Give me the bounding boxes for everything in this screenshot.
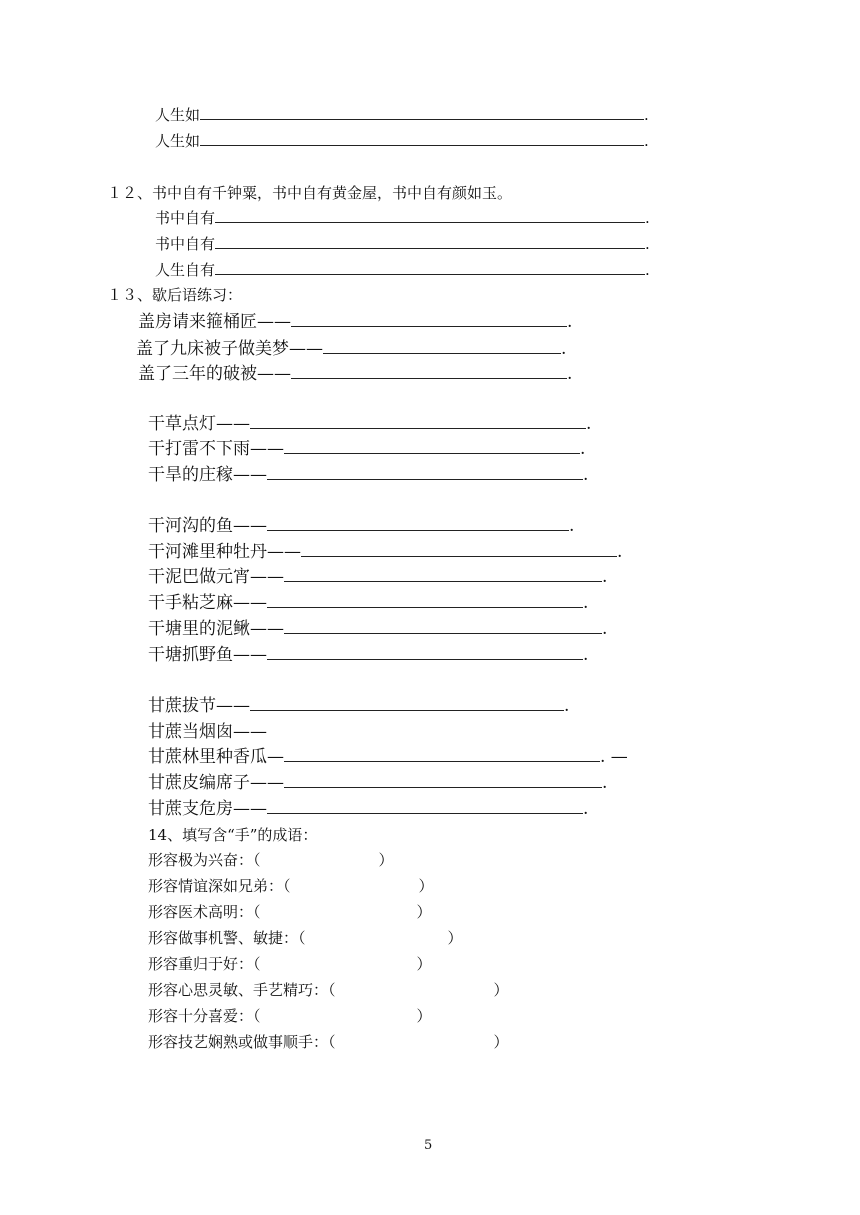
line-prefix: 人生如 bbox=[155, 106, 201, 124]
close-paren: ） bbox=[493, 981, 509, 999]
xiehouyu-prefix: 甘蔗支危房—— bbox=[148, 799, 267, 819]
line-end: . — bbox=[600, 747, 628, 767]
xiehouyu-item bbox=[148, 569, 607, 586]
answer-blank[interactable] bbox=[267, 812, 583, 814]
close-paren: ） bbox=[418, 877, 434, 895]
xiehouyu-prefix: 盖了三年的破被—— bbox=[138, 364, 291, 384]
answer-blank[interactable] bbox=[267, 529, 569, 531]
q13-title: １３、歇后语练习： bbox=[107, 286, 243, 304]
answer-blank[interactable] bbox=[284, 632, 602, 634]
close-paren: ） bbox=[493, 1033, 509, 1051]
idiom-item bbox=[148, 879, 434, 894]
xiehouyu-prefix: 干河滩里种牡丹—— bbox=[148, 542, 301, 562]
xiehouyu-item bbox=[148, 441, 585, 458]
q12-line-3 bbox=[155, 263, 650, 278]
answer-blank[interactable] bbox=[267, 606, 583, 608]
xiehouyu-item bbox=[148, 467, 588, 484]
answer-blank[interactable] bbox=[250, 709, 564, 711]
xiehouyu-item bbox=[148, 801, 588, 818]
answer-blank[interactable] bbox=[284, 452, 580, 454]
idiom-item bbox=[148, 853, 394, 868]
xiehouyu-item bbox=[148, 621, 607, 638]
q11-line-1 bbox=[155, 108, 649, 123]
idiom-item bbox=[148, 983, 509, 998]
line-end: . bbox=[602, 773, 608, 793]
xiehouyu-prefix: 干河沟的鱼—— bbox=[148, 516, 267, 536]
line-end: . bbox=[567, 312, 573, 332]
answer-blank[interactable] bbox=[200, 144, 644, 146]
xiehouyu-item bbox=[148, 698, 569, 715]
idiom-prompt: 形容极为兴奋：（ bbox=[148, 851, 261, 869]
xiehouyu-item bbox=[148, 647, 588, 664]
answer-blank[interactable] bbox=[215, 221, 645, 223]
line-end: . bbox=[583, 645, 589, 665]
idiom-item bbox=[148, 905, 432, 920]
line-end: . bbox=[602, 567, 608, 587]
line-end: . bbox=[567, 364, 573, 384]
idiom-item bbox=[148, 957, 432, 972]
q12-line-2 bbox=[155, 237, 650, 252]
line-end: . bbox=[569, 516, 575, 536]
xiehouyu-prefix: 盖房请来箍桶匠—— bbox=[138, 312, 291, 332]
idiom-item bbox=[148, 931, 463, 946]
xiehouyu-prefix: 干塘抓野鱼—— bbox=[148, 645, 267, 665]
close-paren: ） bbox=[416, 903, 432, 921]
answer-blank[interactable] bbox=[284, 760, 600, 762]
xiehouyu-item bbox=[148, 595, 588, 612]
idiom-prompt: 形容情谊深如兄弟：（ bbox=[148, 877, 291, 895]
close-paren: ） bbox=[447, 929, 463, 947]
answer-blank[interactable] bbox=[215, 273, 645, 275]
line-end: . bbox=[586, 414, 592, 434]
close-paren: ） bbox=[416, 1007, 432, 1025]
answer-blank[interactable] bbox=[284, 580, 602, 582]
xiehouyu-prefix: 干塘里的泥鳅—— bbox=[148, 619, 284, 639]
xiehouyu-prefix: 干泥巴做元宵—— bbox=[148, 567, 284, 587]
line-end: . bbox=[583, 465, 589, 485]
line-end: . bbox=[564, 696, 570, 716]
xiehouyu-prefix: 甘蔗林里种香瓜— bbox=[148, 747, 284, 767]
xiehouyu-prefix: 甘蔗拔节—— bbox=[148, 696, 250, 716]
idiom-item bbox=[148, 1035, 509, 1050]
line-end: . bbox=[644, 132, 649, 150]
line-end: . bbox=[602, 619, 608, 639]
xiehouyu-item bbox=[138, 314, 572, 331]
xiehouyu-item bbox=[148, 749, 628, 766]
xiehouyu-prefix: 甘蔗当烟囱—— bbox=[148, 722, 267, 742]
xiehouyu-prefix: 干草点灯—— bbox=[148, 414, 250, 434]
xiehouyu-item bbox=[148, 544, 622, 561]
line-prefix: 人生如 bbox=[155, 132, 201, 150]
xiehouyu-prefix: 甘蔗皮编席子—— bbox=[148, 773, 284, 793]
idiom-prompt: 形容技艺娴熟或做事顺手：（ bbox=[148, 1033, 336, 1051]
xiehouyu-item bbox=[138, 366, 572, 383]
answer-blank[interactable] bbox=[267, 658, 583, 660]
line-end: . bbox=[561, 339, 567, 359]
q11-line-2 bbox=[155, 134, 649, 149]
q14-title: 14、填写含“手”的成语： bbox=[148, 826, 318, 844]
answer-blank[interactable] bbox=[250, 427, 586, 429]
line-end: . bbox=[580, 439, 586, 459]
answer-blank[interactable] bbox=[215, 247, 645, 249]
answer-blank[interactable] bbox=[291, 325, 567, 327]
page-number: 5 bbox=[424, 1138, 433, 1153]
idiom-prompt: 形容医术高明：（ bbox=[148, 903, 261, 921]
xiehouyu-item bbox=[148, 724, 267, 741]
close-paren: ） bbox=[378, 851, 394, 869]
answer-blank[interactable] bbox=[291, 377, 567, 379]
idiom-prompt: 形容心思灵敏、手艺精巧：（ bbox=[148, 981, 336, 999]
line-end: . bbox=[583, 799, 589, 819]
line-prefix: 书中自有 bbox=[155, 209, 216, 227]
xiehouyu-item bbox=[148, 775, 607, 792]
line-end: . bbox=[583, 593, 589, 613]
answer-blank[interactable] bbox=[301, 555, 617, 557]
line-end: . bbox=[645, 209, 650, 227]
xiehouyu-item bbox=[148, 416, 591, 433]
q12-title: １２、书中自有千钟粟，书中自有黄金屋，书中自有颜如玉。 bbox=[107, 184, 513, 202]
idiom-prompt: 形容做事机警、敏捷：（ bbox=[148, 929, 306, 947]
xiehouyu-prefix: 干打雷不下雨—— bbox=[148, 439, 284, 459]
answer-blank[interactable] bbox=[284, 786, 602, 788]
answer-blank[interactable] bbox=[267, 478, 583, 480]
idiom-prompt: 形容十分喜爱：（ bbox=[148, 1007, 261, 1025]
xiehouyu-prefix: 干旱的庄稼—— bbox=[148, 465, 267, 485]
q12-line-1 bbox=[155, 211, 650, 226]
line-end: . bbox=[645, 235, 650, 253]
close-paren: ） bbox=[416, 955, 432, 973]
line-end: . bbox=[617, 542, 623, 562]
xiehouyu-prefix: 盖了九床被子做美梦—— bbox=[136, 339, 323, 359]
xiehouyu-prefix: 干手粘芝麻—— bbox=[148, 593, 267, 613]
answer-blank[interactable] bbox=[200, 118, 644, 120]
idiom-prompt: 形容重归于好：（ bbox=[148, 955, 261, 973]
xiehouyu-item bbox=[148, 518, 574, 535]
line-end: . bbox=[644, 106, 649, 124]
answer-blank[interactable] bbox=[323, 352, 561, 354]
line-end: . bbox=[645, 261, 650, 279]
idiom-item bbox=[148, 1009, 432, 1024]
xiehouyu-item bbox=[136, 341, 566, 358]
line-prefix: 书中自有 bbox=[155, 235, 216, 253]
line-prefix: 人生自有 bbox=[155, 261, 216, 279]
